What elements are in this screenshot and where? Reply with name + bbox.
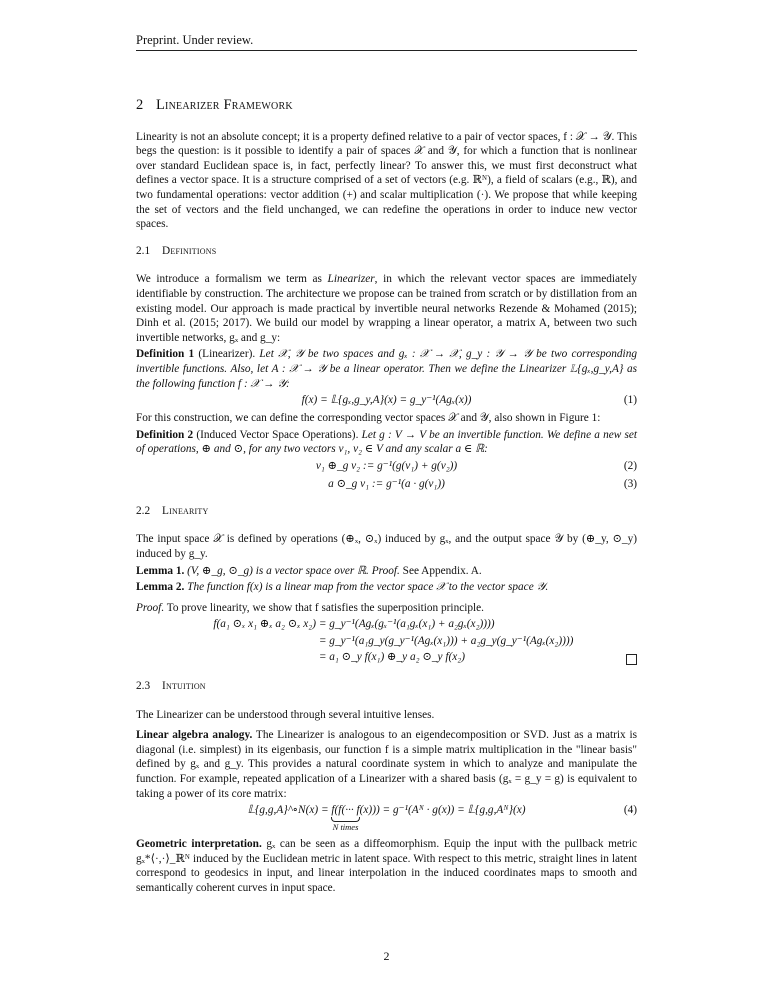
definition-name: (Induced Vector Space Operations). [196, 428, 359, 441]
subsection-number: 2.2 [136, 504, 151, 517]
equation-number: (3) [623, 477, 637, 490]
derivation-step: = g_y⁻¹(a₁g_y(g_y⁻¹(Agₓ(x₁))) + a₂g_y(g_y⁻¹(Agₓ(x₂)))) [318, 634, 574, 647]
underbrace-group [331, 803, 360, 833]
equation-left: 𝕃{g,g,A}^∘N(x) = [247, 804, 332, 817]
paragraph-heading: Geometric interpretation. [136, 838, 262, 851]
text-run: , in which the relevant vector spaces are immediately identifiable by construction. The architecture we propose can be trained from scratch or by distillation from an existing model. Our approach is made practical by invertible neural networks Rezende & Mohamed (2015); Dinh et al. (2015; 2017). We build our model by wrapping a linear operator, a matrix A, between two such invertible networks, gₓ and g_y: [136, 273, 637, 344]
definition-construction-paragraph: For this construction, we can define the corresponding vector spaces 𝒳 and 𝒴, also shown in Figure 1: [136, 412, 601, 425]
geometric-paragraph [136, 837, 637, 895]
lemma-proof-ref: See Appendix. A. [402, 564, 482, 577]
underbrace-label: N times [332, 822, 359, 833]
section-number: 2 [136, 97, 144, 113]
equation-number: (2) [623, 459, 637, 472]
section-title: Linearizer Framework [156, 97, 293, 113]
main-content [136, 98, 637, 901]
underbrace-content: f(f(··· f [331, 804, 360, 817]
paragraph-text: gₓ can be seen as a diffeomorphism. Equip the input with the pullback metric gₓ*⟨·,·⟩_ℝᴺ induced by the Euclidean metric in latent space. With respect to this metric, straight lines in latent correspond to geodesics in input, and linear interpolation in the induced coordinates maps to smooth and semantically coherent curves in input space. [136, 838, 638, 894]
intro-paragraph: Linearity is not an absolute concept; it is a property defined relative to a pair of vector spaces, f : 𝒳 → 𝒴. This begs the question: is it possible to identify a pair of spaces 𝒳 and 𝒴, for which a function that is nonlinear over standard Euclidean space is, in fact, perfectly linear? To answer this, we must first deconstruct what defines a vector space. It is a structure comprised of a set of vectors (e.g. ℝᴺ), a field of scalars (e.g., ℝ), and two fundamental operations: vector addition (+) and scalar multiplication (·). We propose that while keeping the set of vectors and the field unchanged, we can redefine the operations in order to induce new vector spaces. [136, 130, 637, 231]
equation-body: f(x) = 𝕃{gₓ,g_y,A}(x) = g_y⁻¹(Agₓ(x)) [301, 394, 472, 407]
definition-text: Let g : V → V be an invertible function. We define a new set of operations, ⊕ and ⊙, for any two vectors v₁, v₂ ∈ V and any scalar a ∈ ℝ: [136, 428, 637, 456]
subsection-title: Definitions [162, 244, 217, 257]
equation-right: (x))) = g⁻¹(Aᴺ · g(x)) = 𝕃{g,g,Aᴺ}(x) [359, 804, 526, 817]
equation-3 [136, 477, 637, 492]
definition-1 [136, 347, 637, 391]
proof-paragraph [136, 601, 637, 616]
proof-label: Proof. [136, 601, 165, 614]
text-run: We introduce a formalism we term as [136, 273, 328, 286]
subsection-title: Linearity [162, 504, 209, 517]
definitions-paragraph [136, 272, 637, 345]
paragraph-text: The Linearizer is analogous to an eigendecomposition or SVD. Just as a matrix is diagonal (i.e. simplest) in its eigenbasis, our function f is a simple matrix multiplication in the "linear basis" defined by gₓ and g_y. This provides a natural coordinate system in which to analyze and manipulate the function. For example, repeated application of a Linearizer with a shared basis (gₓ = g_y = g) is equivalent to taking a power of its core matrix: [136, 729, 637, 800]
lemma-text: The function f(x) is a linear map from the vector space 𝒳 to the vector space 𝒴. [187, 581, 549, 594]
equation-number: (4) [623, 804, 637, 817]
lemma-label: Lemma 1. [136, 564, 185, 577]
lemma-2 [136, 580, 637, 595]
equation-body: v₁ ⊕_g v₂ := g⁻¹(g(v₁) + g(v₂)) [315, 459, 458, 472]
derivation-step: = a₁ ⊙_y f(x₁) ⊕_y a₂ ⊙_y f(x₂) [318, 651, 465, 664]
derivation-step: = g_y⁻¹(Agₓ(gₓ⁻¹(a₁gₓ(x₁) + a₂gₓ(x₂)))) [318, 618, 495, 631]
running-head: Preprint. Under review. [136, 33, 254, 47]
equation-1 [136, 393, 637, 408]
linearity-paragraph: The input space 𝒳 is defined by operations (⊕ₓ, ⊙ₓ) induced by gₓ, and the output space 𝒴 by (⊕_y, ⊙_y) induced by g_y. [136, 533, 637, 561]
lemma-text: (V, ⊕_g, ⊙_g) is a vector space over ℝ. [187, 564, 369, 577]
linear-algebra-paragraph [136, 728, 637, 801]
equation-number: (1) [623, 394, 637, 407]
definition-2 [136, 428, 637, 457]
term-linearizer: Linearizer [327, 273, 375, 286]
subsection-heading-linearity [136, 504, 637, 519]
header-rule [136, 50, 637, 51]
equation-2 [136, 459, 637, 474]
qed-square-icon [626, 654, 637, 665]
definition-label: Definition 1 [136, 348, 195, 361]
subsection-heading-intuition [136, 679, 637, 694]
section-heading [136, 98, 637, 113]
definition-label: Definition 2 [136, 428, 194, 441]
proof-label: Proof. [371, 564, 400, 577]
lemma-1 [136, 564, 637, 579]
subsection-number: 2.1 [136, 244, 151, 257]
derivation-row [136, 617, 637, 634]
equation-body: a ⊙_g v₁ := g⁻¹(a · g(v₁)) [328, 477, 445, 490]
subsection-number: 2.3 [136, 679, 151, 692]
page-number: 2 [383, 949, 390, 963]
definition-name: (Linearizer). [198, 348, 256, 361]
paragraph-heading: Linear algebra analogy. [136, 729, 253, 742]
intuition-paragraph: The Linearizer can be understood through several intuitive lenses. [136, 708, 435, 721]
subsection-title: Intuition [162, 679, 206, 692]
definition-text: Let 𝒳, 𝒴 be two spaces and gₓ : 𝒳 → 𝒳, g_y : 𝒴 → 𝒴 be two corresponding invertible functions. Also, let A : 𝒳 → 𝒴 be a linear operator. Then we define the Linearizer 𝕃{gₓ,g_y,A} as the following function f : 𝒳 → 𝒴: [136, 348, 637, 390]
subsection-heading-definitions [136, 244, 637, 259]
derivation-row [136, 650, 637, 667]
lemma-label: Lemma 2. [136, 581, 185, 594]
equation-4 [136, 803, 637, 833]
superposition-derivation [136, 617, 637, 667]
proof-text: To prove linearity, we show that f satisfies the superposition principle. [166, 601, 484, 614]
derivation-lhs: f(a₁ ⊙ₓ x₁ ⊕ₓ a₂ ⊙ₓ x₂) [213, 618, 316, 631]
derivation-row [136, 634, 637, 651]
